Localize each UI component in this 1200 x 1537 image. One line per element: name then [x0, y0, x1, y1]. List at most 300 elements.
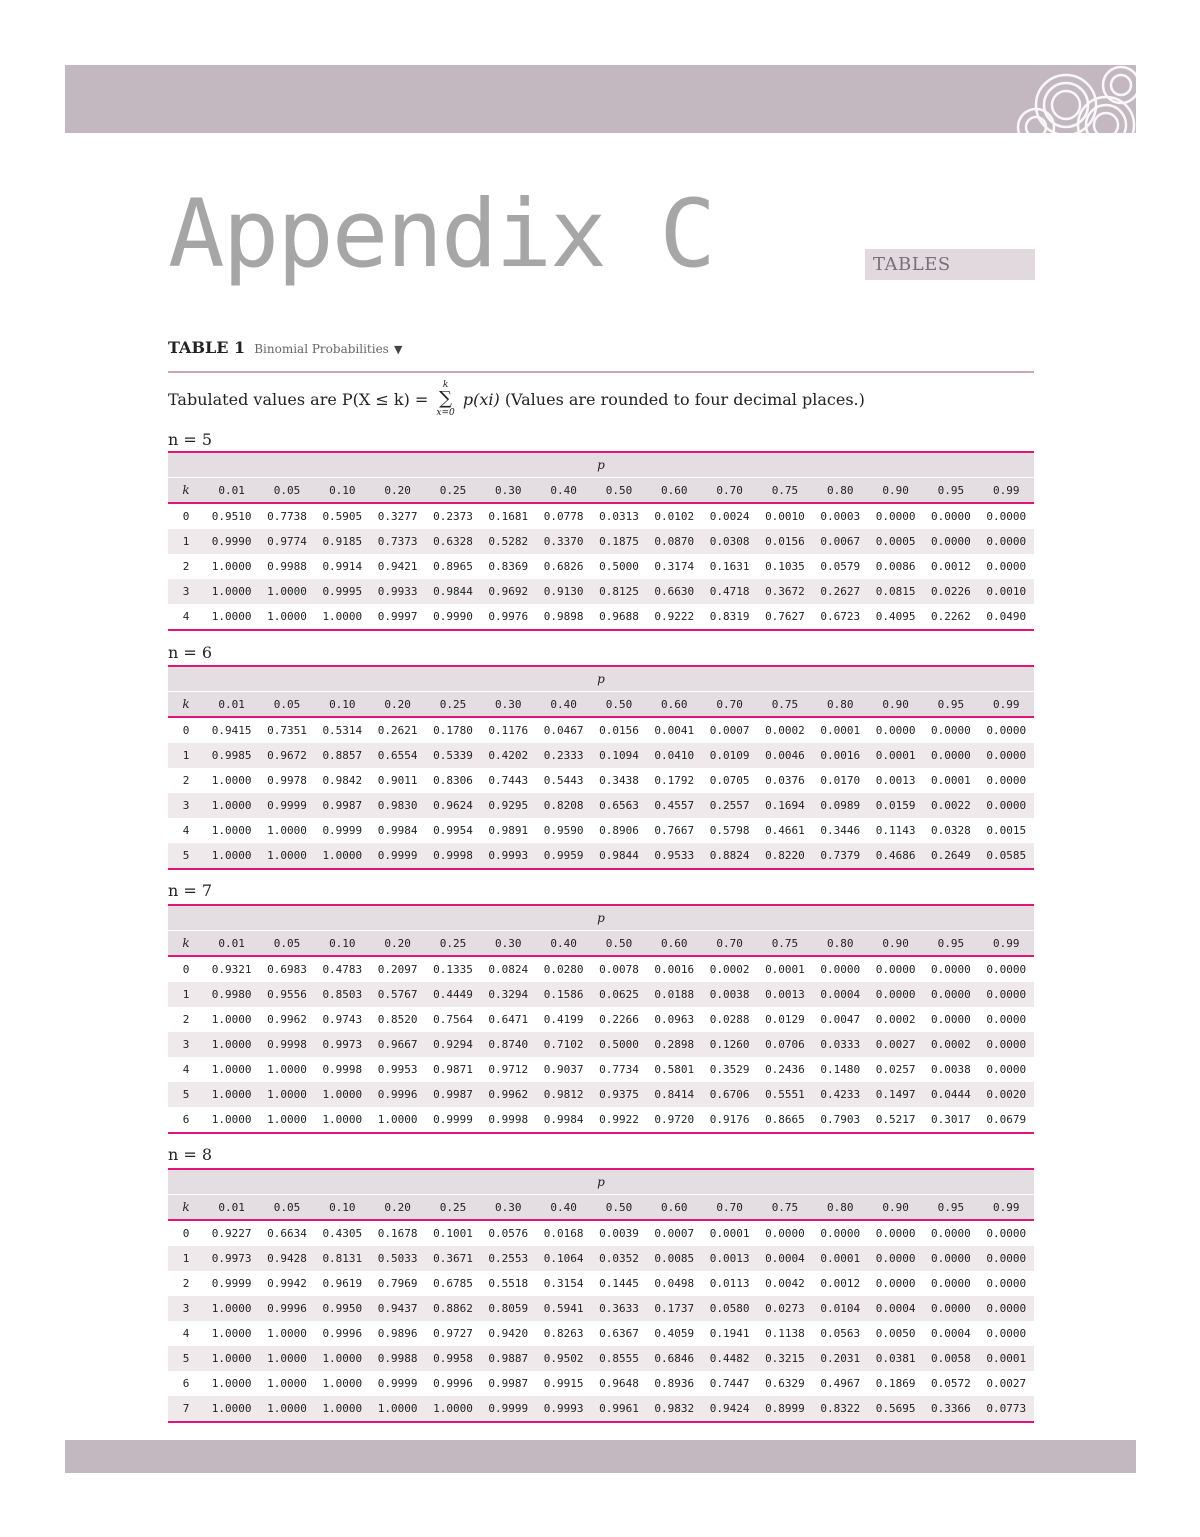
probability-cell: 0.0001: [813, 1246, 868, 1271]
probability-cell: 0.9976: [481, 604, 536, 630]
probability-cell: 1.0000: [259, 604, 314, 630]
probability-cell: 1.0000: [204, 818, 259, 843]
probability-cell: 0.4059: [647, 1321, 702, 1346]
p-value-header: 0.75: [757, 692, 812, 718]
k-value: 4: [168, 604, 204, 630]
probability-cell: 0.0000: [979, 1032, 1034, 1057]
probability-cell: 1.0000: [259, 579, 314, 604]
probability-cell: 0.8824: [702, 843, 757, 869]
probability-cell: 0.0001: [979, 1346, 1034, 1371]
probability-cell: 0.4783: [315, 956, 370, 982]
probability-cell: 0.0003: [813, 503, 868, 529]
probability-cell: 0.3370: [536, 529, 591, 554]
probability-cell: 0.5798: [702, 818, 757, 843]
probability-cell: 0.3672: [757, 579, 812, 604]
probability-cell: 1.0000: [259, 843, 314, 869]
probability-cell: 0.3529: [702, 1057, 757, 1082]
k-value: 0: [168, 956, 204, 982]
probability-cell: 0.0000: [979, 554, 1034, 579]
probability-cell: 1.0000: [315, 843, 370, 869]
p-value-header: 0.30: [481, 478, 536, 504]
p-value-header: 0.50: [591, 692, 646, 718]
table-row: [168, 818, 1034, 843]
probability-cell: 0.0000: [979, 529, 1034, 554]
probability-cell: 0.9984: [370, 818, 425, 843]
probability-cell: 0.9996: [425, 1371, 480, 1396]
k-value: 2: [168, 1007, 204, 1032]
probability-cell: 0.4557: [647, 793, 702, 818]
n-label: n = 6: [168, 643, 213, 662]
probability-cell: 1.0000: [315, 1107, 370, 1133]
probability-cell: 0.9891: [481, 818, 536, 843]
probability-cell: 0.9774: [259, 529, 314, 554]
p-value-header: 0.20: [370, 1195, 425, 1221]
probability-cell: 0.4686: [868, 843, 923, 869]
k-value: 4: [168, 818, 204, 843]
formula-note: (Values are rounded to four decimal places.): [504, 389, 865, 409]
probability-cell: 0.8220: [757, 843, 812, 869]
k-value: 1: [168, 1246, 204, 1271]
probability-cell: 0.8131: [315, 1246, 370, 1271]
probability-cell: 0.0870: [647, 529, 702, 554]
probability-cell: 0.0016: [813, 743, 868, 768]
probability-cell: 1.0000: [204, 554, 259, 579]
probability-cell: 0.1497: [868, 1082, 923, 1107]
p-value-header: 0.20: [370, 478, 425, 504]
probability-cell: 0.0067: [813, 529, 868, 554]
probability-cell: 0.9962: [481, 1082, 536, 1107]
probability-cell: 0.9421: [370, 554, 425, 579]
probability-cell: 0.9130: [536, 579, 591, 604]
formula-line: [168, 380, 865, 430]
probability-cell: 0.8665: [757, 1107, 812, 1133]
formula-prefix: Tabulated values are P(X ≤ k) =: [168, 389, 429, 409]
probability-cell: 0.9227: [204, 1220, 259, 1246]
probability-cell: 0.0020: [979, 1082, 1034, 1107]
probability-cell: 0.9999: [204, 1271, 259, 1296]
probability-cell: 0.2262: [923, 604, 978, 630]
table-row: [168, 1246, 1034, 1271]
probability-cell: 0.0000: [979, 717, 1034, 743]
p-value-header: 0.60: [647, 931, 702, 957]
probability-cell: 0.1176: [481, 717, 536, 743]
p-value-header: 0.80: [813, 931, 868, 957]
probability-cell: 0.0058: [923, 1346, 978, 1371]
table-row: [168, 793, 1034, 818]
table-row: [168, 768, 1034, 793]
table-row: [168, 1032, 1034, 1057]
probability-cell: 0.9922: [591, 1107, 646, 1133]
table-number: TABLE 1: [168, 338, 246, 357]
probability-cell: 0.7373: [370, 529, 425, 554]
p-value-header: 0.90: [868, 931, 923, 957]
probability-cell: 0.0000: [923, 956, 978, 982]
probability-cell: 1.0000: [315, 1082, 370, 1107]
probability-cell: 0.5000: [591, 1032, 646, 1057]
probability-cell: 0.9988: [259, 554, 314, 579]
probability-cell: 1.0000: [315, 1396, 370, 1422]
probability-cell: 0.9720: [647, 1107, 702, 1133]
probability-cell: 0.0005: [868, 529, 923, 554]
probability-cell: 0.9375: [591, 1082, 646, 1107]
p-value-header: 0.99: [979, 478, 1034, 504]
probability-cell: 0.0963: [647, 1007, 702, 1032]
probability-cell: 0.8059: [481, 1296, 536, 1321]
p-header-row: [168, 905, 1034, 931]
probability-cell: 0.8503: [315, 982, 370, 1007]
p-value-header: 0.10: [315, 931, 370, 957]
probability-cell: 0.7102: [536, 1032, 591, 1057]
k-value: 5: [168, 1346, 204, 1371]
probability-cell: 0.0226: [923, 579, 978, 604]
probability-cell: 0.5282: [481, 529, 536, 554]
probability-cell: 0.0257: [868, 1057, 923, 1082]
probability-cell: 0.8906: [591, 818, 646, 843]
probability-cell: 0.5767: [370, 982, 425, 1007]
probability-cell: 0.0576: [481, 1220, 536, 1246]
probability-cell: 0.0000: [923, 1271, 978, 1296]
probability-cell: 0.6329: [757, 1371, 812, 1396]
p-value-header: 0.01: [204, 478, 259, 504]
probability-cell: 0.9987: [315, 793, 370, 818]
probability-cell: 0.9996: [370, 1082, 425, 1107]
probability-cell: 0.9954: [425, 818, 480, 843]
probability-cell: 0.6785: [425, 1271, 480, 1296]
probability-cell: 0.4718: [702, 579, 757, 604]
p-label: p: [168, 452, 1034, 478]
p-value-header: 0.70: [702, 931, 757, 957]
probability-cell: 0.9987: [425, 1082, 480, 1107]
probability-cell: 0.7564: [425, 1007, 480, 1032]
page-title: Appendix C: [168, 180, 714, 289]
probability-cell: 0.9998: [481, 1107, 536, 1133]
p-value-header: 0.10: [315, 692, 370, 718]
probability-cell: 0.0000: [979, 793, 1034, 818]
probability-cell: 0.6826: [536, 554, 591, 579]
probability-cell: 0.0381: [868, 1346, 923, 1371]
probability-cell: 0.9959: [536, 843, 591, 869]
probability-cell: 0.0046: [757, 743, 812, 768]
probability-cell: 0.0002: [702, 956, 757, 982]
probability-cell: 0.9987: [481, 1371, 536, 1396]
probability-cell: 0.0004: [813, 982, 868, 1007]
probability-cell: 0.0000: [979, 1296, 1034, 1321]
probability-cell: 0.9812: [536, 1082, 591, 1107]
probability-cell: 0.1678: [370, 1220, 425, 1246]
probability-cell: 0.9961: [591, 1396, 646, 1422]
footer-band: [65, 1440, 1136, 1473]
probability-cell: 0.0041: [647, 717, 702, 743]
probability-cell: 0.9999: [370, 1371, 425, 1396]
probability-cell: 1.0000: [259, 1082, 314, 1107]
probability-cell: 0.0000: [868, 956, 923, 982]
probability-cell: 0.0047: [813, 1007, 868, 1032]
probability-cell: 0.6328: [425, 529, 480, 554]
probability-cell: 1.0000: [259, 1396, 314, 1422]
probability-cell: 0.0156: [757, 529, 812, 554]
probability-cell: 1.0000: [259, 1107, 314, 1133]
probability-cell: 0.9692: [481, 579, 536, 604]
probability-cell: 0.9997: [370, 604, 425, 630]
probability-cell: 0.7969: [370, 1271, 425, 1296]
probability-cell: 0.4199: [536, 1007, 591, 1032]
k-header: k: [168, 931, 204, 957]
probability-cell: 0.7667: [647, 818, 702, 843]
p-value-header: 0.90: [868, 692, 923, 718]
table-row: [168, 554, 1034, 579]
probability-cell: 0.9321: [204, 956, 259, 982]
p-header-row: [168, 452, 1034, 478]
probability-cell: 0.0002: [923, 1032, 978, 1057]
probability-cell: 0.9914: [315, 554, 370, 579]
probability-cell: 0.0773: [979, 1396, 1034, 1422]
p-value-header: 0.75: [757, 1195, 812, 1221]
binomial-table: [168, 904, 1034, 1134]
probability-cell: 1.0000: [204, 1057, 259, 1082]
k-value: 3: [168, 1296, 204, 1321]
table-row: [168, 1007, 1034, 1032]
p-label: p: [168, 1169, 1034, 1195]
n-label: n = 5: [168, 430, 213, 449]
probability-cell: 0.9832: [647, 1396, 702, 1422]
p-value-header: 0.25: [425, 692, 480, 718]
probability-cell: 0.9295: [481, 793, 536, 818]
probability-cell: 1.0000: [204, 768, 259, 793]
p-value-header: 0.05: [259, 1195, 314, 1221]
probability-cell: 0.5518: [481, 1271, 536, 1296]
p-value-header: 0.40: [536, 478, 591, 504]
probability-cell: 0.0000: [979, 1271, 1034, 1296]
k-value: 2: [168, 554, 204, 579]
probability-cell: 0.0498: [647, 1271, 702, 1296]
probability-cell: 0.9294: [425, 1032, 480, 1057]
probability-cell: 0.8306: [425, 768, 480, 793]
probability-cell: 1.0000: [259, 1321, 314, 1346]
probability-cell: 0.0625: [591, 982, 646, 1007]
probability-cell: 0.3438: [591, 768, 646, 793]
probability-cell: 0.9999: [481, 1396, 536, 1422]
p-value-header: 0.25: [425, 478, 480, 504]
p-value-header: 0.99: [979, 692, 1034, 718]
probability-cell: 0.0273: [757, 1296, 812, 1321]
probability-cell: 0.9998: [259, 1032, 314, 1057]
p-value-header: 0.40: [536, 1195, 591, 1221]
probability-cell: 1.0000: [204, 1107, 259, 1133]
probability-cell: 0.0000: [813, 956, 868, 982]
probability-cell: 0.6367: [591, 1321, 646, 1346]
table-caption: [168, 338, 402, 357]
p-value-header: 0.05: [259, 692, 314, 718]
probability-cell: 0.8263: [536, 1321, 591, 1346]
table-row: [168, 1271, 1034, 1296]
k-value: 5: [168, 843, 204, 869]
p-value-header: 0.05: [259, 931, 314, 957]
p-value-header: 0.05: [259, 478, 314, 504]
probability-cell: 0.0004: [868, 1296, 923, 1321]
probability-cell: 1.0000: [204, 1346, 259, 1371]
probability-cell: 0.0002: [868, 1007, 923, 1032]
probability-cell: 0.9898: [536, 604, 591, 630]
probability-cell: 0.9037: [536, 1057, 591, 1082]
probability-cell: 0.8936: [647, 1371, 702, 1396]
probability-cell: 0.8999: [757, 1396, 812, 1422]
probability-cell: 0.3633: [591, 1296, 646, 1321]
probability-cell: 1.0000: [259, 1346, 314, 1371]
probability-cell: 0.0352: [591, 1246, 646, 1271]
probability-cell: 0.0000: [868, 717, 923, 743]
table-row: [168, 1321, 1034, 1346]
k-value: 1: [168, 529, 204, 554]
p-label: p: [168, 905, 1034, 931]
probability-cell: 0.8414: [647, 1082, 702, 1107]
probability-cell: 0.6634: [259, 1220, 314, 1246]
p-label: p: [168, 666, 1034, 692]
probability-cell: 0.9727: [425, 1321, 480, 1346]
p-value-header: 0.01: [204, 1195, 259, 1221]
p-value-header: 0.01: [204, 931, 259, 957]
probability-cell: 0.0572: [923, 1371, 978, 1396]
probability-cell: 0.8520: [370, 1007, 425, 1032]
probability-cell: 0.0376: [757, 768, 812, 793]
probability-cell: 0.0078: [591, 956, 646, 982]
probability-cell: 0.2621: [370, 717, 425, 743]
probability-cell: 0.8322: [813, 1396, 868, 1422]
probability-cell: 0.3294: [481, 982, 536, 1007]
probability-cell: 1.0000: [204, 1321, 259, 1346]
probability-cell: 0.7447: [702, 1371, 757, 1396]
probability-cell: 0.9973: [204, 1246, 259, 1271]
probability-cell: 0.0004: [923, 1321, 978, 1346]
p-header-row: [168, 1169, 1034, 1195]
table-row: [168, 843, 1034, 869]
probability-cell: 0.9590: [536, 818, 591, 843]
binomial-table: [168, 665, 1034, 870]
probability-cell: 0.8965: [425, 554, 480, 579]
k-header: k: [168, 1195, 204, 1221]
probability-cell: 0.0288: [702, 1007, 757, 1032]
probability-cell: 0.5905: [315, 503, 370, 529]
probability-cell: 0.0001: [757, 956, 812, 982]
probability-cell: 0.0580: [702, 1296, 757, 1321]
formula-term: p(xi): [462, 389, 500, 409]
chevron-down-icon[interactable]: ▼: [393, 343, 403, 356]
probability-cell: 0.0333: [813, 1032, 868, 1057]
probability-cell: 0.1792: [647, 768, 702, 793]
probability-cell: 0.0000: [923, 743, 978, 768]
probability-cell: 0.4482: [702, 1346, 757, 1371]
probability-cell: 0.9996: [315, 1321, 370, 1346]
probability-cell: 0.0467: [536, 717, 591, 743]
probability-cell: 0.9176: [702, 1107, 757, 1133]
probability-cell: 1.0000: [315, 1371, 370, 1396]
ornament-icon: [996, 65, 1136, 133]
p-value-header: 0.20: [370, 692, 425, 718]
probability-cell: 0.9887: [481, 1346, 536, 1371]
probability-cell: 0.5000: [591, 554, 646, 579]
probability-cell: 0.7627: [757, 604, 812, 630]
probability-cell: 0.9998: [315, 1057, 370, 1082]
probability-cell: 0.0679: [979, 1107, 1034, 1133]
probability-cell: 0.0000: [979, 956, 1034, 982]
probability-cell: 0.0280: [536, 956, 591, 982]
probability-cell: 1.0000: [370, 1107, 425, 1133]
probability-cell: 0.9624: [425, 793, 480, 818]
p-value-header: 0.50: [591, 931, 646, 957]
probability-cell: 0.1445: [591, 1271, 646, 1296]
probability-cell: 0.9619: [315, 1271, 370, 1296]
probability-cell: 0.0000: [868, 1271, 923, 1296]
probability-cell: 0.3446: [813, 818, 868, 843]
probability-cell: 0.8208: [536, 793, 591, 818]
p-value-header: 0.70: [702, 478, 757, 504]
probability-cell: 0.0012: [813, 1271, 868, 1296]
table-row: [168, 1346, 1034, 1371]
column-header-row: [168, 931, 1034, 957]
table-row: [168, 503, 1034, 529]
probability-cell: 0.9437: [370, 1296, 425, 1321]
probability-cell: 0.0000: [979, 1220, 1034, 1246]
probability-cell: 0.9896: [370, 1321, 425, 1346]
probability-cell: 1.0000: [204, 1296, 259, 1321]
probability-cell: 0.9999: [425, 1107, 480, 1133]
p-value-header: 0.25: [425, 931, 480, 957]
probability-cell: 0.3277: [370, 503, 425, 529]
probability-cell: 0.0000: [979, 1246, 1034, 1271]
probability-cell: 0.0824: [481, 956, 536, 982]
probability-cell: 0.9830: [370, 793, 425, 818]
probability-cell: 0.9993: [536, 1396, 591, 1422]
probability-cell: 0.9998: [425, 843, 480, 869]
probability-cell: 0.0706: [757, 1032, 812, 1057]
probability-cell: 0.9915: [536, 1371, 591, 1396]
probability-cell: 0.6563: [591, 793, 646, 818]
probability-cell: 0.0086: [868, 554, 923, 579]
table-row: [168, 1371, 1034, 1396]
section-badge: TABLES: [865, 249, 1035, 280]
probability-cell: 0.0010: [979, 579, 1034, 604]
probability-cell: 0.9844: [591, 843, 646, 869]
p-value-header: 0.30: [481, 692, 536, 718]
probability-cell: 0.0038: [923, 1057, 978, 1082]
probability-cell: 0.0328: [923, 818, 978, 843]
binomial-table: [168, 1168, 1034, 1423]
table-row: [168, 717, 1034, 743]
probability-cell: 0.7738: [259, 503, 314, 529]
probability-cell: 0.8319: [702, 604, 757, 630]
probability-cell: 0.9510: [204, 503, 259, 529]
probability-cell: 0.6471: [481, 1007, 536, 1032]
probability-cell: 1.0000: [259, 1371, 314, 1396]
probability-cell: 0.9842: [315, 768, 370, 793]
probability-cell: 1.0000: [315, 604, 370, 630]
probability-cell: 0.0001: [702, 1220, 757, 1246]
binomial-table: [168, 451, 1034, 631]
probability-cell: 0.9990: [204, 529, 259, 554]
probability-cell: 0.3215: [757, 1346, 812, 1371]
probability-cell: 0.5941: [536, 1296, 591, 1321]
p-value-header: 0.99: [979, 931, 1034, 957]
probability-cell: 0.9980: [204, 982, 259, 1007]
probability-cell: 0.1260: [702, 1032, 757, 1057]
probability-cell: 0.0410: [647, 743, 702, 768]
probability-cell: 0.0000: [923, 503, 978, 529]
probability-cell: 0.2557: [702, 793, 757, 818]
probability-cell: 0.0016: [647, 956, 702, 982]
probability-cell: 0.8369: [481, 554, 536, 579]
probability-cell: 0.0000: [757, 1220, 812, 1246]
p-value-header: 0.10: [315, 1195, 370, 1221]
probability-cell: 1.0000: [204, 1032, 259, 1057]
